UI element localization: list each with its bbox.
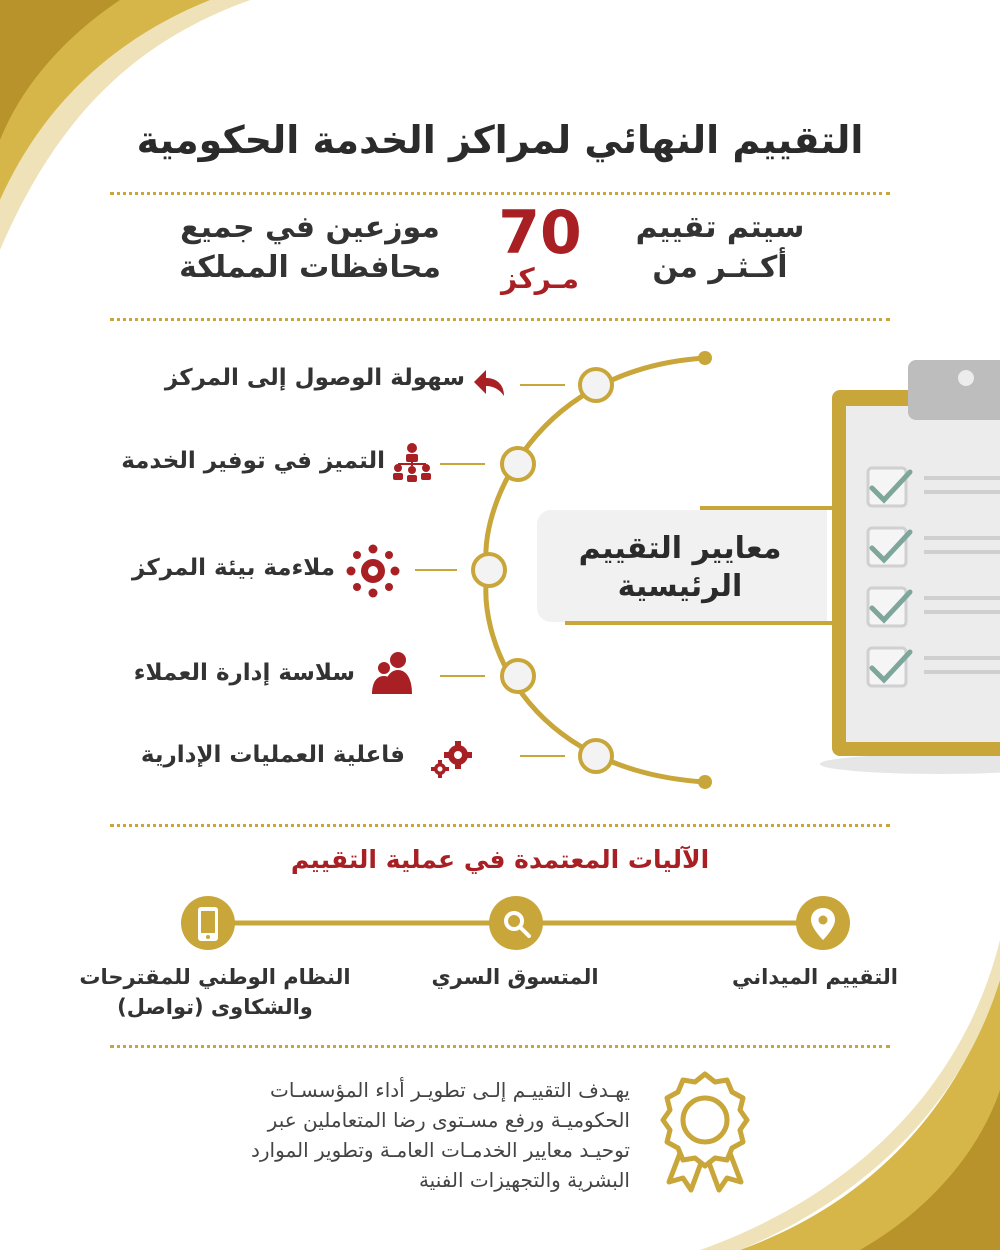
mechanisms-title: الآليات المعتمدة في عملية التقييم <box>290 845 710 874</box>
gears-icon <box>430 737 474 781</box>
stat-left-line1: موزعين في جميع <box>180 210 440 245</box>
clipboard-illustration <box>820 360 1000 780</box>
mechanism-label-mystery: المتسوق السري <box>431 965 599 989</box>
criteria-label: ملاءمة بيئة المركز <box>132 555 335 581</box>
criteria-heading-underline <box>565 620 705 628</box>
criteria-node <box>502 660 534 692</box>
criteria-node <box>580 369 612 401</box>
criteria-label: سلاسة إدارة العملاء <box>133 660 355 686</box>
arrow-return-icon <box>470 362 514 406</box>
divider <box>110 824 890 827</box>
criteria-label: فاعلية العمليات الإدارية <box>140 742 405 768</box>
gear-network-icon <box>345 543 401 599</box>
goal-line2: الحكوميـة ورفع مسـتوى رضا المتعاملين عبر <box>267 1108 630 1132</box>
stat-right-line1: سيتم تقييم <box>635 210 805 245</box>
criteria-item <box>141 742 405 768</box>
mechanism-label-tawasul <box>50 962 380 1022</box>
goal-paragraph <box>100 1075 630 1195</box>
criteria-heading-line2: الرئيسية <box>617 569 743 604</box>
network-icon <box>390 440 434 484</box>
goal-line3: توحيـد معايير الخدمـات العامـة وتطوير الموارد <box>250 1138 630 1162</box>
award-ribbon-icon <box>655 1070 755 1195</box>
criteria-item <box>165 365 465 391</box>
users-icon <box>370 650 414 694</box>
criteria-node <box>473 554 505 586</box>
goal-line4: البشرية والتجهيزات الفنية <box>418 1168 630 1192</box>
stat-text-right <box>600 208 840 288</box>
criteria-label: التميز في توفير الخدمة <box>121 448 385 474</box>
criteria-item <box>121 448 385 474</box>
stat-left-line2: محافظات المملكة <box>179 250 441 285</box>
criteria-node <box>580 740 612 772</box>
search-icon <box>503 910 531 938</box>
criteria-heading <box>540 530 820 606</box>
criteria-node <box>502 448 534 480</box>
criteria-heading-line1: معايير التقييم <box>578 531 782 566</box>
criteria-item <box>132 555 335 581</box>
mechanism-label-field: التقييم الميداني <box>732 965 898 989</box>
location-pin-icon <box>810 908 836 940</box>
criteria-label: سهولة الوصول إلى المركز <box>164 365 465 391</box>
criteria-item <box>134 660 355 686</box>
divider <box>110 318 890 321</box>
stat-text-left <box>150 208 470 288</box>
stat-number: 70 <box>498 198 582 268</box>
mechanism-label-tawasul-line2: والشكاوى (تواصل) <box>117 995 313 1019</box>
mobile-phone-icon <box>197 906 219 942</box>
goal-line1: يهـدف التقييـم إلـى تطويـر أداء المؤسسـات <box>270 1078 630 1102</box>
stat-unit: مـركز <box>500 262 580 295</box>
mechanism-label-tawasul-line1: النظام الوطني للمقترحات <box>79 965 351 989</box>
divider <box>110 192 890 195</box>
stat-right-line2: أكـثـر من <box>652 250 788 285</box>
divider <box>110 1045 890 1048</box>
page-title: التقييم النهائي لمراكز الخدمة الحكومية <box>136 118 864 162</box>
